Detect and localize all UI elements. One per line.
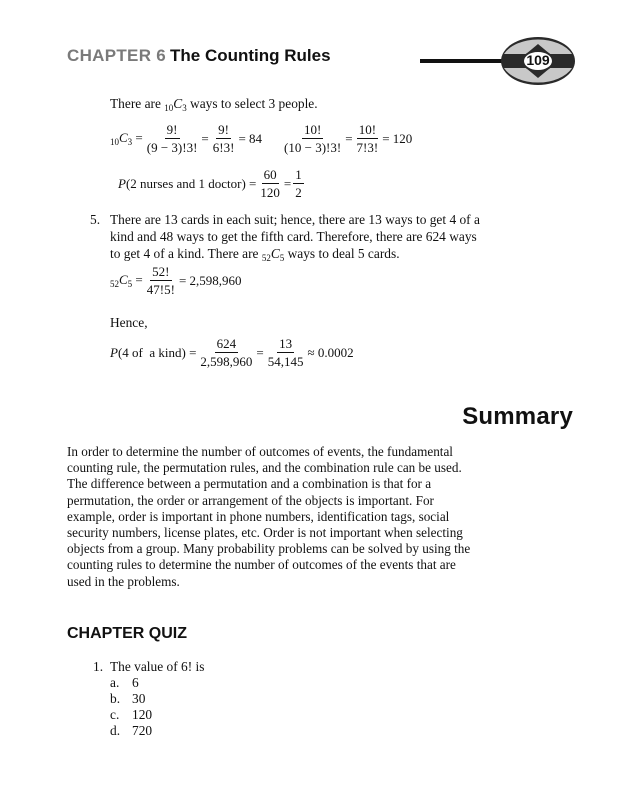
summary-line: counting rules to determine the number of outcomes of the events that are xyxy=(67,557,456,573)
eq1-fraction-3: $\frac{10!}{(10 - 3)!3!}$ xyxy=(284,122,342,155)
eq1-result: = 84 xyxy=(238,130,263,146)
summary-line: In order to determine the number of outcomes of events, the fundamental xyxy=(67,444,453,459)
summary-line: used in the problems. xyxy=(67,573,180,589)
intro-comb-sub: 3 xyxy=(182,103,187,113)
quiz-question-1-text: The value of 6! is xyxy=(110,659,205,674)
quiz-question-1-number: 1. xyxy=(93,659,104,674)
item-5-text xyxy=(110,211,502,267)
intro-comb-pre: 10 xyxy=(164,103,174,113)
quiz-options xyxy=(110,675,152,739)
eq1-lhs-sub: 3 xyxy=(127,137,133,147)
quiz-option: c. 120 xyxy=(110,707,153,722)
equation-nurses-doctor: P(2 nurses and 1 doctor) = $\frac{60}{120}$ = $\frac{1}{2}$ xyxy=(118,167,302,200)
eq1-result-2: = 120 xyxy=(382,130,413,146)
page-number: 109 xyxy=(526,52,550,68)
eq4-fraction-2: $\frac{13}{54,145}$ xyxy=(267,336,304,369)
eq1-fraction-1: $\frac{9!}{(9 - 3)!3!}$ xyxy=(146,122,198,155)
item-5-line-3: to get 4 of a kind. There are $_{52}C_5$ ways to deal 5 cards. xyxy=(110,246,400,263)
eq4-lhs: (4 of a kind) = xyxy=(117,344,197,360)
equation-10c3: $_{10}C_3$ = $\frac{9!}{(9 - 3)!3!}$ = $\frac{9!}{6!3!}$ = 84 $\frac{10!}{(10 - 3)!3!}$ = $\frac{10!}{7!3!}$ = 120 xyxy=(110,122,413,155)
summary-heading: Summary xyxy=(462,403,573,430)
intro-line xyxy=(110,95,318,117)
page-number-badge xyxy=(500,36,576,86)
equation-52c5: $_{52}C_5$ = $\frac{52!}{47!5!}$ = 2,598,960 xyxy=(110,264,242,297)
eq4-fraction-1: $\frac{624}{2,598,960}$ xyxy=(200,336,253,369)
item-5-line-2: kind and 48 ways to get the fifth card. Therefore, there are 624 ways xyxy=(110,229,477,244)
summary-line: objects from a group. Many probability problems can be solved by using the xyxy=(67,541,471,557)
quiz-option: d. 720 xyxy=(110,723,153,738)
eq2-fraction-2: $\frac{1}{2}$ xyxy=(295,167,302,200)
eq3-fraction: $\frac{52!}{47!5!}$ xyxy=(146,264,175,297)
chapter-title: The Counting Rules xyxy=(170,46,331,65)
item-5-line-1: There are 13 cards in each suit; hence, there are 13 ways to get 4 of a xyxy=(110,212,480,227)
summary-paragraph xyxy=(67,444,503,590)
eq3-result: = 2,598,960 xyxy=(178,272,242,288)
chapter-label: CHAPTER 6 xyxy=(67,46,167,65)
eq4-result: ≈ 0.0002 xyxy=(307,344,354,360)
eq1-fraction-2: $\frac{9!}{6!3!}$ xyxy=(212,122,235,155)
eq1-fraction-4: $\frac{10!}{7!3!}$ xyxy=(356,122,379,155)
intro-text-before: There are xyxy=(110,96,165,111)
intro-text-after: ways to select 3 people. xyxy=(186,96,318,111)
eq2-fraction-1: $\frac{60}{120}$ xyxy=(260,167,280,200)
summary-line: permutation, the order or arrangement of the objects is important. For xyxy=(67,492,434,508)
eq1-lhs-var: C xyxy=(119,130,128,145)
summary-line: security numbers, license plates, etc. Order is not important when selecting xyxy=(67,525,463,541)
summary-line: The difference between a permutation and a combination is that for a xyxy=(67,476,432,492)
intro-comb-var: C xyxy=(173,96,183,111)
chapter-quiz-heading: CHAPTER QUIZ xyxy=(67,625,187,642)
eq1-lhs-pre: 10 xyxy=(110,137,119,147)
eq2-p: P xyxy=(118,175,126,191)
eq2-lhs: (2 nurses and 1 doctor) = xyxy=(125,175,257,191)
quiz-option: b. 30 xyxy=(110,691,146,706)
item-5-number: 5. xyxy=(90,212,101,227)
quiz-option: a. 6 xyxy=(110,675,139,690)
summary-line: example, order is important in phone numbers, identification tags, social xyxy=(67,508,450,524)
hence-text: Hence, xyxy=(110,315,148,330)
summary-line: counting rule, the permutation rules, and the combination rule can be used. xyxy=(67,460,462,476)
equation-four-of-a-kind: P(4 of a kind) = $\frac{624}{2,598,960}$ = $\frac{13}{54,145}$ ≈ 0.0002 xyxy=(110,336,354,369)
